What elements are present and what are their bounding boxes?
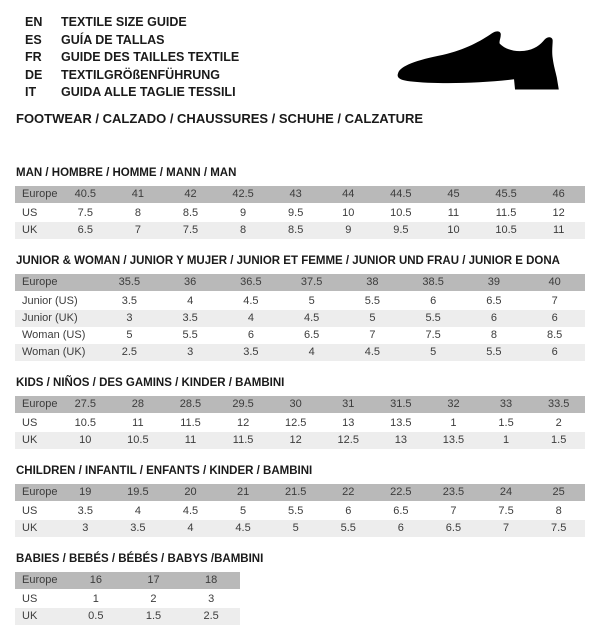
size-cell: 13: [375, 432, 428, 449]
size-cell: 10.5: [375, 204, 428, 222]
size-cell: 21: [217, 484, 270, 502]
size-cell: 42.5: [217, 186, 270, 204]
table-title: JUNIOR & WOMAN / JUNIOR Y MUJER / JUNIOR ET FEMME / JUNIOR UND FRAU / JUNIOR E DONA: [16, 255, 560, 267]
table-row: [15, 396, 585, 414]
size-cell: 7: [427, 502, 480, 520]
table-row: [15, 484, 585, 502]
size-cell: 7: [524, 292, 585, 310]
size-cell: 5: [403, 344, 464, 361]
size-cell: 12: [269, 432, 322, 449]
size-cell: 3.5: [59, 502, 112, 520]
table-row: [15, 274, 585, 292]
size-cell: 5.5: [403, 310, 464, 327]
table-title: MAN / HOMBRE / HOMME / MANN / MAN: [16, 167, 237, 179]
size-cell: 40.5: [59, 186, 112, 204]
size-cell: 6: [221, 327, 282, 344]
size-cell: 2: [532, 414, 585, 432]
row-label: UK: [15, 432, 59, 449]
size-cell: 4.5: [342, 344, 403, 361]
size-cell: 6: [322, 502, 375, 520]
size-cell: 46: [532, 186, 585, 204]
language-code: DE: [25, 67, 43, 82]
table-row: [15, 590, 240, 608]
size-cell: 12: [217, 414, 270, 432]
language-code: EN: [25, 15, 43, 29]
size-cell: 12.5: [322, 432, 375, 449]
size-cell: 8: [217, 222, 270, 239]
size-cell: 7.5: [403, 327, 464, 344]
size-table-section: [15, 167, 585, 239]
size-cell: 11: [532, 222, 585, 239]
size-cell: 10: [59, 432, 112, 449]
row-label: Woman (US): [15, 327, 99, 344]
language-label: GUIDE DES TAILLES TEXTILE: [61, 50, 240, 64]
size-cell: 1: [67, 590, 125, 608]
language-row: [25, 67, 239, 85]
size-cell: 28: [112, 396, 165, 414]
table-row: [15, 432, 585, 449]
language-list: [25, 14, 239, 102]
size-cell: 8: [112, 204, 165, 222]
size-cell: 16: [67, 572, 125, 590]
table-row: [15, 344, 585, 361]
size-cell: 5.5: [464, 344, 525, 361]
size-cell: 9.5: [375, 222, 428, 239]
size-cell: 36: [160, 274, 221, 292]
size-cell: 6: [403, 292, 464, 310]
table-row: [15, 608, 240, 625]
size-cell: 8.5: [524, 327, 585, 344]
size-cell: 12: [532, 204, 585, 222]
size-cell: 5: [217, 502, 270, 520]
language-row: [25, 14, 239, 32]
language-code: ES: [25, 32, 42, 47]
size-cell: 21.5: [269, 484, 322, 502]
size-cell: 8: [532, 502, 585, 520]
size-table: [15, 274, 585, 361]
size-cell: 20: [164, 484, 217, 502]
size-cell: 27.5: [59, 396, 112, 414]
size-cell: 18: [182, 572, 240, 590]
size-cell: 38: [342, 274, 403, 292]
category-title: FOOTWEAR / CALZADO / CHAUSSURES / SCHUHE / CALZATURE: [16, 111, 424, 126]
row-label: Junior (US): [15, 292, 99, 310]
size-cell: 11: [112, 414, 165, 432]
size-cell: 3.5: [112, 520, 165, 537]
language-code: IT: [25, 85, 37, 99]
size-cell: 1: [427, 414, 480, 432]
size-cell: 7.5: [480, 502, 533, 520]
table-row: [15, 292, 585, 310]
size-cell: 41: [112, 186, 165, 204]
size-cell: 6: [524, 344, 585, 361]
size-table-section: [15, 377, 585, 449]
row-label: US: [15, 590, 67, 608]
size-cell: 1.5: [125, 608, 183, 625]
size-cell: 6.5: [281, 327, 342, 344]
size-cell: 7: [480, 520, 533, 537]
size-cell: 1.5: [532, 432, 585, 449]
language-label: GUIDA ALLE TAGLIE TESSILI: [61, 85, 236, 99]
size-cell: 0.5: [67, 608, 125, 625]
size-cell: 6.5: [427, 520, 480, 537]
size-cell: 12.5: [269, 414, 322, 432]
size-cell: 31: [322, 396, 375, 414]
size-cell: 4: [112, 502, 165, 520]
size-cell: 5.5: [322, 520, 375, 537]
row-label: Europe: [15, 396, 59, 414]
size-cell: 22.5: [375, 484, 428, 502]
size-cell: 5.5: [342, 292, 403, 310]
size-cell: 3.5: [99, 292, 160, 310]
size-cell: 44: [322, 186, 375, 204]
table-row: [15, 572, 240, 590]
size-cell: 10: [427, 222, 480, 239]
size-cell: 3.5: [160, 310, 221, 327]
size-cell: 35.5: [99, 274, 160, 292]
table-row: [15, 327, 585, 344]
size-cell: 6.5: [375, 502, 428, 520]
size-cell: 19: [59, 484, 112, 502]
size-cell: 30: [269, 396, 322, 414]
size-cell: 19.5: [112, 484, 165, 502]
table-row: [15, 414, 585, 432]
size-cell: 2.5: [182, 608, 240, 625]
size-cell: 29.5: [217, 396, 270, 414]
size-cell: 4.5: [281, 310, 342, 327]
tables-container: [15, 167, 585, 641]
size-cell: 6: [375, 520, 428, 537]
row-label: Europe: [15, 274, 99, 292]
size-cell: 4: [160, 292, 221, 310]
size-cell: 5: [281, 292, 342, 310]
size-cell: 8.5: [269, 222, 322, 239]
size-cell: 9.5: [269, 204, 322, 222]
size-cell: 33: [480, 396, 533, 414]
size-cell: 1: [480, 432, 533, 449]
size-cell: 6.5: [59, 222, 112, 239]
size-cell: 4.5: [221, 292, 282, 310]
row-label: Woman (UK): [15, 344, 99, 361]
language-label: GUÍA DE TALLAS: [61, 32, 165, 47]
size-cell: 40: [524, 274, 585, 292]
row-label: US: [15, 414, 59, 432]
size-cell: 10: [322, 204, 375, 222]
size-cell: 11.5: [480, 204, 533, 222]
size-cell: 11: [427, 204, 480, 222]
row-label: Europe: [15, 572, 67, 590]
size-cell: 1.5: [480, 414, 533, 432]
size-cell: 2.5: [99, 344, 160, 361]
size-table-section: [15, 465, 585, 537]
size-cell: 11.5: [217, 432, 270, 449]
size-cell: 43: [269, 186, 322, 204]
size-cell: 25: [532, 484, 585, 502]
size-cell: 33.5: [532, 396, 585, 414]
size-cell: 3: [59, 520, 112, 537]
language-row: [25, 84, 239, 102]
size-cell: 22: [322, 484, 375, 502]
size-cell: 7: [112, 222, 165, 239]
size-cell: 6: [464, 310, 525, 327]
size-cell: 9: [217, 204, 270, 222]
size-cell: 17: [125, 572, 183, 590]
size-table: [15, 572, 240, 625]
size-cell: 39: [464, 274, 525, 292]
size-cell: 44.5: [375, 186, 428, 204]
size-cell: 3.5: [221, 344, 282, 361]
size-cell: 45: [427, 186, 480, 204]
size-cell: 8: [464, 327, 525, 344]
size-table-section: [15, 255, 585, 361]
size-cell: 32: [427, 396, 480, 414]
size-cell: 7.5: [59, 204, 112, 222]
language-row: [25, 32, 239, 50]
row-label: Europe: [15, 484, 59, 502]
size-cell: 4: [221, 310, 282, 327]
size-cell: 5: [269, 520, 322, 537]
table-row: [15, 520, 585, 537]
row-label: UK: [15, 520, 59, 537]
size-cell: 42: [164, 186, 217, 204]
size-cell: 13: [322, 414, 375, 432]
row-label: Junior (UK): [15, 310, 99, 327]
table-title: CHILDREN / INFANTIL / ENFANTS / KINDER / BAMBINI: [16, 465, 313, 477]
table-row: [15, 204, 585, 222]
size-cell: 23.5: [427, 484, 480, 502]
size-cell: 7: [342, 327, 403, 344]
row-label: US: [15, 204, 59, 222]
size-table: [15, 396, 585, 449]
row-label: UK: [15, 222, 59, 239]
size-cell: 4: [281, 344, 342, 361]
size-cell: 8.5: [164, 204, 217, 222]
size-cell: 6: [524, 310, 585, 327]
size-cell: 5: [99, 327, 160, 344]
table-row: [15, 310, 585, 327]
table-row: [15, 186, 585, 204]
size-table-section: [15, 553, 585, 625]
row-label: Europe: [15, 186, 59, 204]
size-cell: 3: [160, 344, 221, 361]
size-cell: 13.5: [427, 432, 480, 449]
size-cell: 4.5: [164, 502, 217, 520]
size-cell: 3: [182, 590, 240, 608]
language-code: FR: [25, 50, 42, 64]
size-cell: 45.5: [480, 186, 533, 204]
row-label: US: [15, 502, 59, 520]
size-cell: 6.5: [464, 292, 525, 310]
size-cell: 5.5: [160, 327, 221, 344]
size-cell: 38.5: [403, 274, 464, 292]
size-cell: 10.5: [59, 414, 112, 432]
size-cell: 4.5: [217, 520, 270, 537]
table-row: [15, 222, 585, 239]
language-label: TEXTILE SIZE GUIDE: [61, 15, 187, 29]
size-cell: 36.5: [221, 274, 282, 292]
size-cell: 5: [342, 310, 403, 327]
size-cell: 3: [99, 310, 160, 327]
size-cell: 7.5: [164, 222, 217, 239]
size-cell: 37.5: [281, 274, 342, 292]
language-label: TEXTILGRÖßENFÜHRUNG: [61, 67, 221, 82]
size-cell: 28.5: [164, 396, 217, 414]
size-cell: 11: [164, 432, 217, 449]
size-cell: 5.5: [269, 502, 322, 520]
size-cell: 10.5: [112, 432, 165, 449]
size-cell: 4: [164, 520, 217, 537]
size-cell: 13.5: [375, 414, 428, 432]
size-cell: 9: [322, 222, 375, 239]
table-row: [15, 502, 585, 520]
size-cell: 11.5: [164, 414, 217, 432]
size-cell: 24: [480, 484, 533, 502]
size-cell: 2: [125, 590, 183, 608]
size-table: [15, 484, 585, 537]
size-cell: 7.5: [532, 520, 585, 537]
size-cell: 10.5: [480, 222, 533, 239]
table-title: BABIES / BEBÉS / BÉBÉS / BABYS /BAMBINI: [16, 553, 264, 565]
table-title: KIDS / NIÑOS / DES GAMINS / KINDER / BAMBINI: [16, 377, 285, 389]
language-row: [25, 49, 239, 67]
size-cell: 31.5: [375, 396, 428, 414]
row-label: UK: [15, 608, 67, 625]
size-table: [15, 186, 585, 239]
dress-shoe-icon: [394, 26, 572, 96]
